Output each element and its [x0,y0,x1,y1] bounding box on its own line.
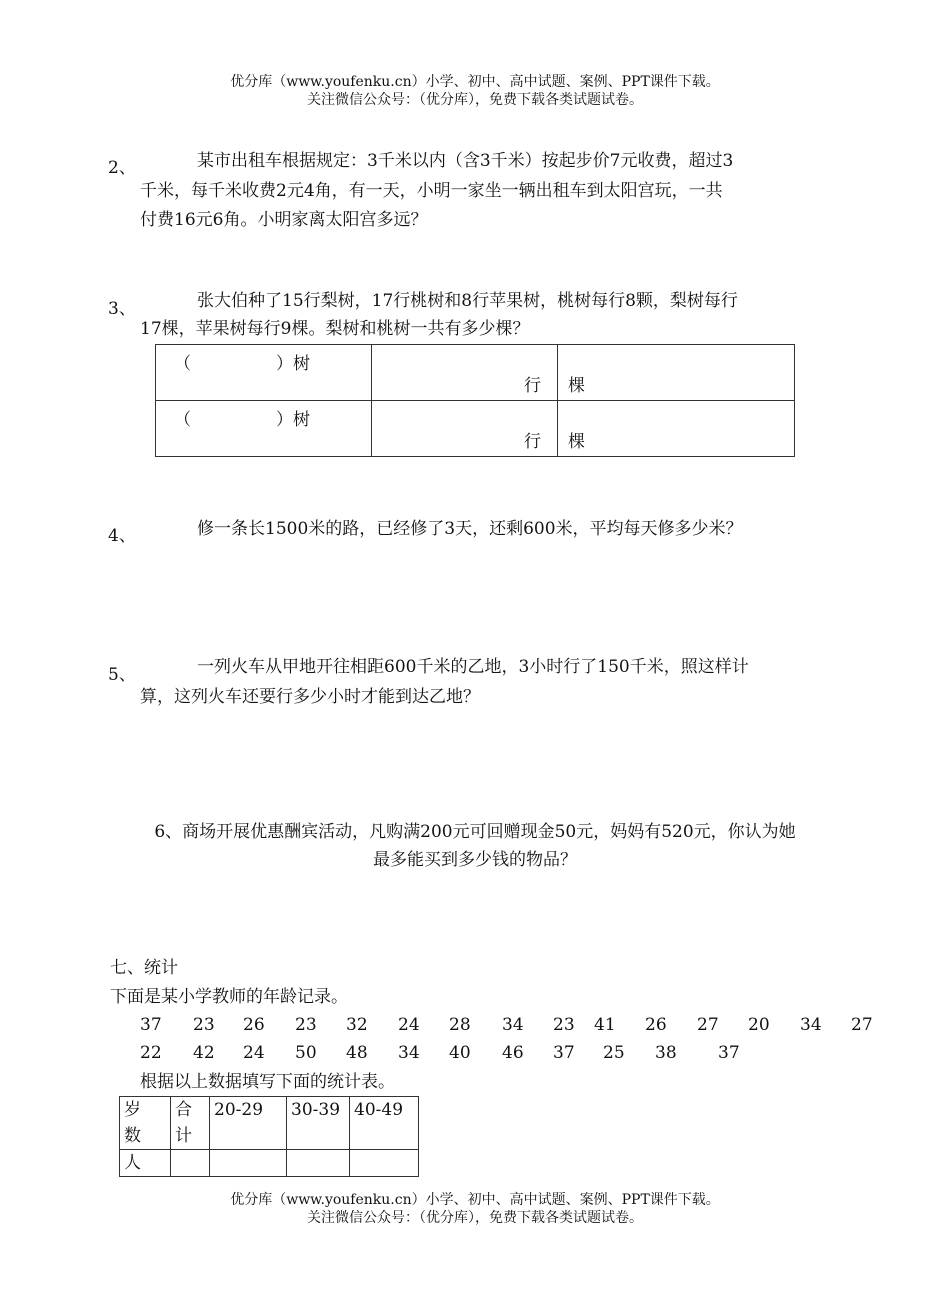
q4-number: 4、 [108,526,136,546]
blank-cell [350,1150,419,1177]
q3-row1-rows-cell [372,345,558,401]
q3-row2-rows-cell [372,401,558,457]
table-row [120,1097,419,1150]
age-value: 27 [697,1015,719,1035]
col-header-age-bottom: 数 [124,1126,141,1146]
blank-cell [171,1150,210,1177]
age-value: 26 [243,1015,265,1035]
q3-line2: 17棵，苹果树每行9棵。梨树和桃树一共有多少棵？ [140,319,530,339]
q2-number: 2、 [108,158,136,178]
age-value: 38 [655,1043,677,1063]
q2-line1: 某市出租车根据规定：3千米以内（含3千米）按起步价7元收费，超过3 [197,151,734,171]
age-value: 42 [193,1043,215,1063]
blank-cell [210,1150,287,1177]
table-row [156,345,795,401]
page-footer-line2: 关注微信公众号：（优分库），免费下载各类试题试卷。 [307,1210,643,1226]
col-header-total-top: 合 [175,1100,192,1120]
age-value: 24 [243,1043,265,1063]
col-header-range: 20-29 [210,1097,287,1150]
age-value: 40 [449,1043,471,1063]
age-value: 48 [346,1043,368,1063]
q7-title: 七、统计 [110,958,178,978]
col-header-total [171,1097,210,1150]
q4-line1: 修一条长1500米的路，已经修了3天，还剩600米，平均每天修多少米？ [197,519,743,539]
ages-row1 [0,1015,950,1039]
q3-row2-label-cell [156,401,372,457]
col-header-age-top: 岁 [124,1100,141,1120]
q3-row1-label: （ ）树 [174,354,310,374]
age-value: 37 [718,1043,740,1063]
age-value: 41 [594,1015,616,1035]
age-value: 23 [295,1015,317,1035]
col-header-age [120,1097,171,1150]
page-footer-line1: 优分库（www.youfenku.cn）小学、初中、高中试题、案例、PPT课件下载。 [230,1192,720,1208]
ages-row2 [0,1043,950,1067]
q7-intro: 下面是某小学教师的年龄记录。 [110,987,348,1007]
age-value: 50 [295,1043,317,1063]
age-value: 26 [645,1015,667,1035]
q5-line2: 算，这列火车还要行多少小时才能到达乙地？ [140,687,480,707]
page-header-line1: 优分库（www.youfenku.cn）小学、初中、高中试题、案例、PPT课件下载。 [230,74,720,90]
col-header-range: 40-49 [350,1097,419,1150]
q3-row2-unit-rows: 行 [524,432,541,452]
q6-line2: 最多能买到多少钱的物品？ [373,850,577,870]
age-value: 24 [398,1015,420,1035]
age-value: 46 [502,1043,524,1063]
age-value: 34 [502,1015,524,1035]
q2-line3: 付费16元6角。小明家离太阳宫多远？ [140,210,428,230]
q3-row2-label: （ ）树 [174,410,310,430]
age-value: 20 [748,1015,770,1035]
age-value: 23 [553,1015,575,1035]
col-header-total-bottom: 计 [175,1126,192,1146]
q3-number: 3、 [108,299,136,319]
table-row [156,401,795,457]
page-header-line2: 关注微信公众号：（优分库），免费下载各类试题试卷。 [307,92,643,108]
age-value: 23 [193,1015,215,1035]
age-value: 34 [800,1015,822,1035]
q3-row1-unit-rows: 行 [524,376,541,396]
q3-row1-label-cell [156,345,372,401]
q3-line1: 张大伯种了15行梨树，17行桃树和8行苹果树，桃树每行8颗，梨树每行 [197,291,738,311]
q6-line1: 6、商场开展优惠酬宾活动，凡购满200元可回赠现金50元，妈妈有520元，你认为她 [154,822,796,842]
age-value: 25 [603,1043,625,1063]
age-value: 32 [346,1015,368,1035]
q7-instruction: 根据以上数据填写下面的统计表。 [140,1072,395,1092]
q3-fill-table [155,344,795,457]
age-value: 37 [140,1015,162,1035]
q3-row1-trees-cell [558,345,795,401]
age-stats-table [119,1096,419,1177]
age-value: 28 [449,1015,471,1035]
q2-line2: 千米，每千米收费2元4角，有一天，小明一家坐一辆出租车到太阳宫玩，一共 [140,181,723,201]
age-value: 34 [398,1043,420,1063]
q3-row2-unit-trees: 棵 [568,432,585,452]
row-label-people: 人 [120,1150,171,1177]
age-value: 37 [553,1043,575,1063]
q3-row1-unit-trees: 棵 [568,376,585,396]
age-value: 22 [140,1043,162,1063]
blank-cell [287,1150,350,1177]
q5-line1: 一列火车从甲地开往相距600千米的乙地，3小时行了150千米，照这样计 [197,657,749,677]
q3-row2-trees-cell [558,401,795,457]
q5-number: 5、 [108,665,136,685]
age-value: 27 [851,1015,873,1035]
table-row [120,1150,419,1177]
col-header-range: 30-39 [287,1097,350,1150]
